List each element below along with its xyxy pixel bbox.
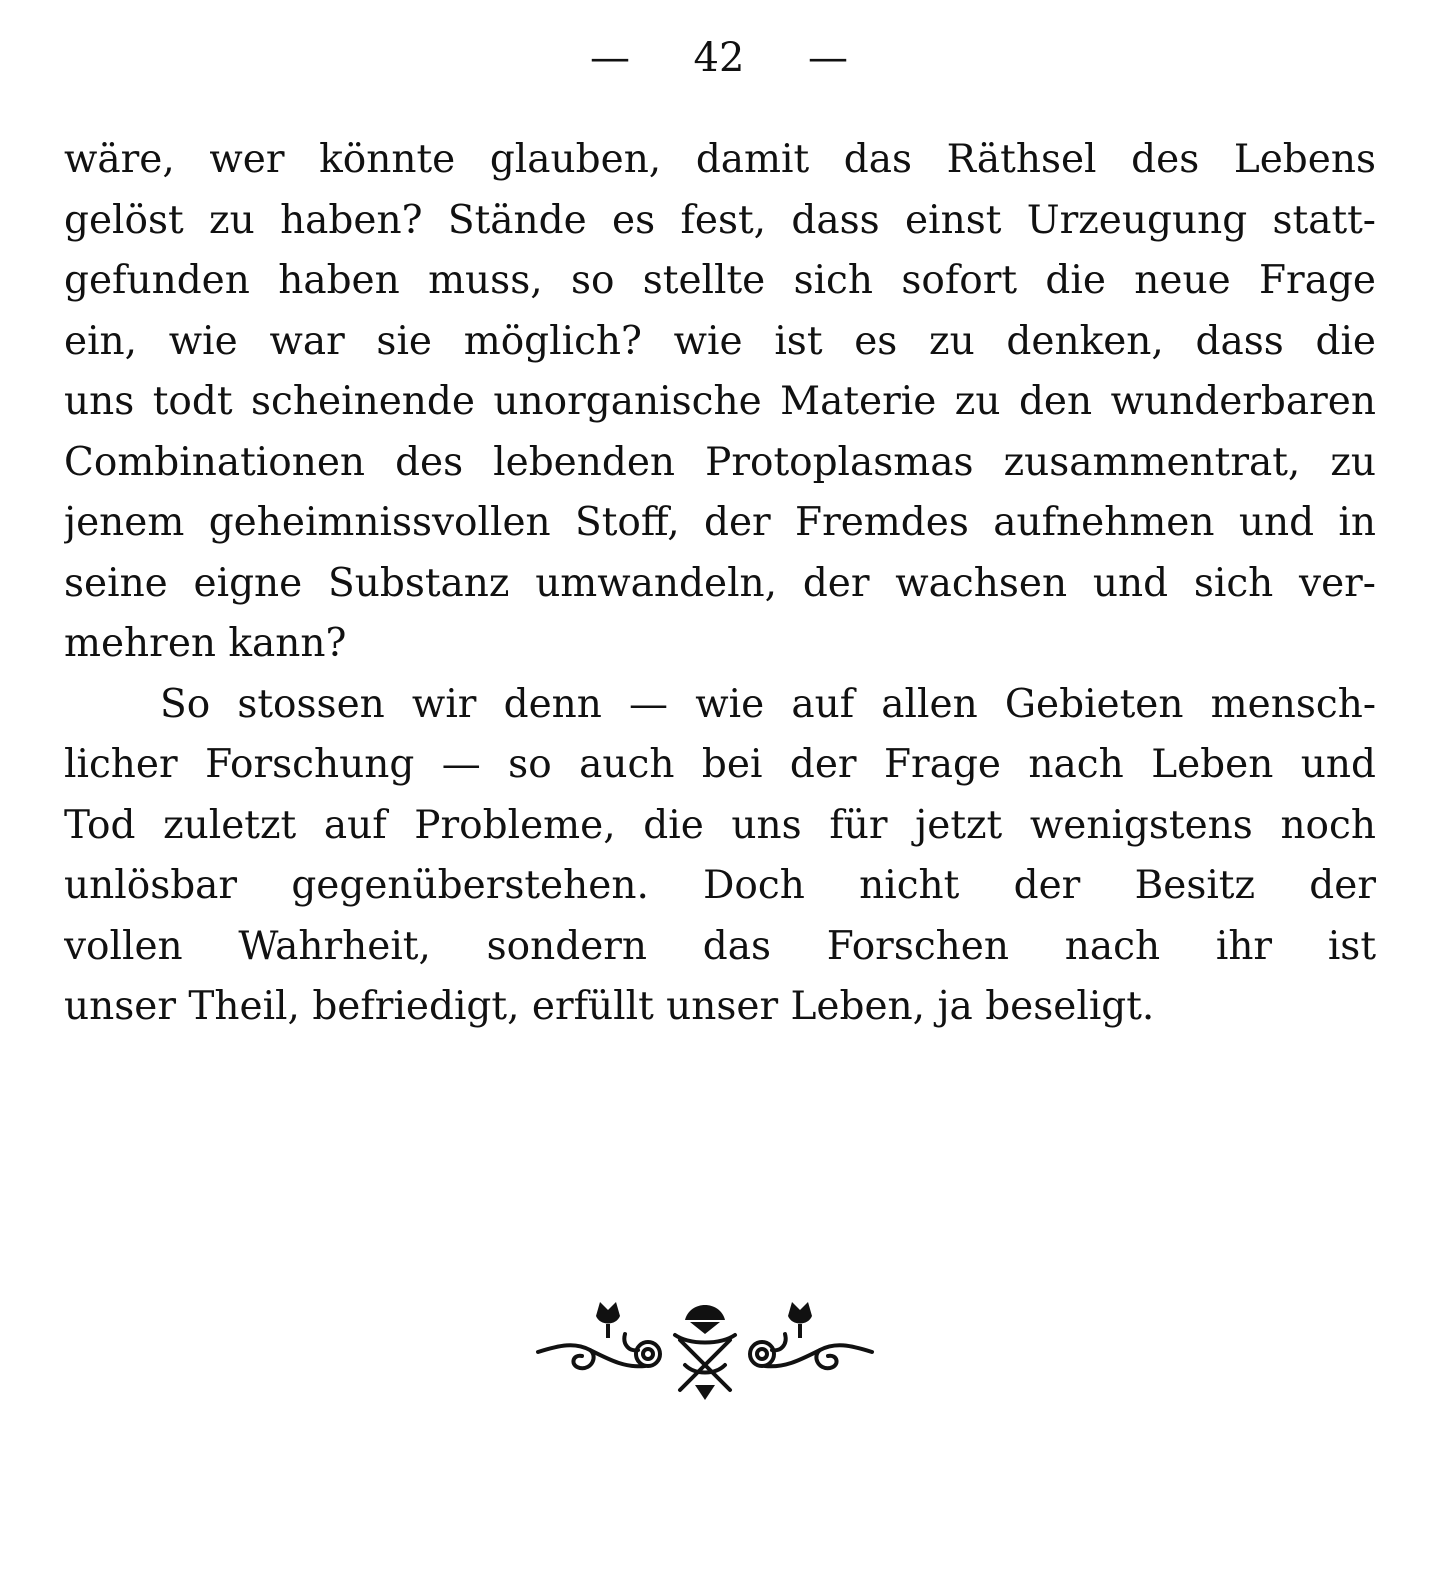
text-line: uns todt scheinende unorganische Materie zu den wunderbaren: [64, 379, 1376, 424]
text-line: gefunden haben muss, so stellte sich sofort die neue Frage: [64, 258, 1376, 303]
text-line: unser Theil, befriedigt, erfüllt unser Leben, ja beseligt.: [64, 984, 1155, 1029]
header-dash-right: —: [808, 35, 849, 81]
text-line: unlösbar gegenüberstehen. Doch nicht der Besitz der: [64, 863, 1376, 908]
paragraph-2: [64, 675, 1376, 1038]
body-text: [64, 130, 1376, 1038]
text-line: So stossen wir denn — wie auf allen Gebieten mensch-: [160, 681, 1376, 727]
text-line: licher Forschung — so auch bei der Frage nach Leben und: [64, 742, 1376, 787]
text-line: ein, wie war sie möglich? wie ist es zu denken, dass die: [64, 318, 1376, 364]
paragraph-1: [64, 130, 1376, 675]
text-line: jenem geheimnissvollen Stoff, der Fremdes aufnehmen und in: [64, 500, 1376, 545]
text-line: Combinationen des lebenden Protoplasmas zusammentrat, zu: [64, 439, 1376, 485]
text-line: vollen Wahrheit, sondern das Forschen nach ihr ist: [64, 923, 1376, 969]
text-line: gelöst zu haben? Stände es fest, dass einst Urzeugung statt-: [64, 197, 1376, 243]
text-line: wäre, wer könnte glauben, damit das Räthsel des Lebens: [64, 137, 1376, 182]
text-line: Tod zuletzt auf Probleme, die uns für jetzt wenigstens noch: [64, 802, 1376, 848]
floral-vignette-icon: [530, 1290, 880, 1410]
text-line: seine eigne Substanz umwandeln, der wachsen und sich ver-: [64, 560, 1376, 606]
text-line: mehren kann?: [64, 621, 347, 666]
header-dash-left: —: [589, 35, 630, 81]
page-number: 42: [693, 35, 745, 81]
page-header: [0, 30, 1438, 86]
